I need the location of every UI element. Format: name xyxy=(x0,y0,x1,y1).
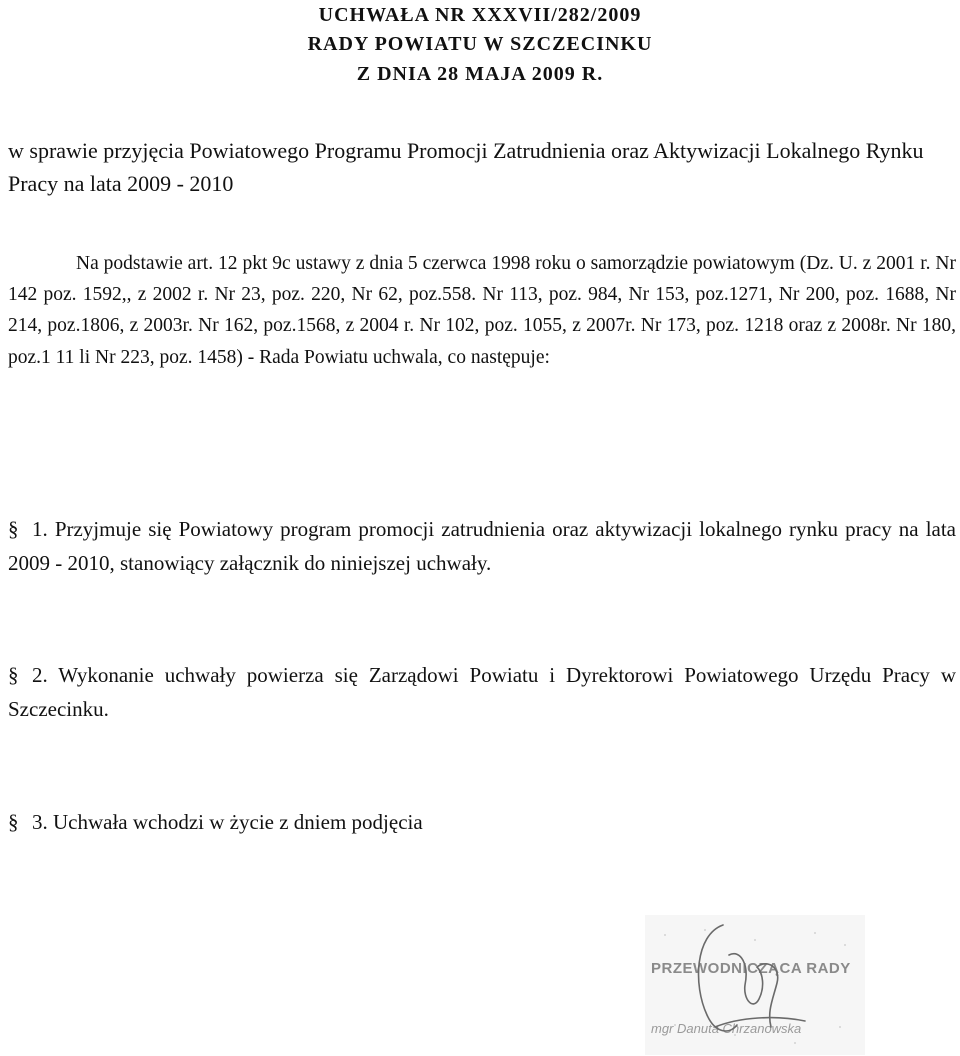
section-3 xyxy=(8,805,956,839)
resolution-number: UCHWAŁA NR XXXVII/282/2009 xyxy=(318,4,642,26)
stamp-title: PRZEWODNICZĄCA RADY xyxy=(651,960,851,977)
section-3-text: 3. Uchwała wchodzi w życie z dniem podjęcia xyxy=(32,810,423,834)
section-symbol: § xyxy=(8,810,19,834)
council-name: RADY POWIATU W SZCZECINKU xyxy=(307,33,653,55)
section-1-text: 1. Przyjmuje się Powiatowy program promocji zatrudnienia oraz aktywizacji lokalnego rynku pracy na lata 2009 - 2010, stanowiący załącznik do niniejszej uchwały. xyxy=(8,517,956,575)
resolution-subject: w sprawie przyjęcia Powiatowego Programu Promocji Zatrudnienia oraz Aktywizacji Lokalnego Rynku Pracy na lata 2009 - 2010 xyxy=(8,138,924,196)
stamp-name: mgr Danuta Chrzanowska xyxy=(651,1021,802,1036)
resolution-date: Z DNIA 28 MAJA 2009 R. xyxy=(356,63,604,85)
section-2 xyxy=(8,658,956,726)
section-1 xyxy=(8,512,956,580)
legal-basis-paragraph: Na podstawie art. 12 pkt 9c ustawy z dnia 5 czerwca 1998 roku o samorządzie powiatowym (Dz. U. z 2001 r. Nr 142 poz. 1592,, z 2002 r. Nr 23, poz. 220, Nr 62, poz.558. Nr 113, poz. 984, Nr 153, poz.1271, Nr 200, poz. 1688, Nr 214, poz.1806, z 2003r. Nr 162, poz.1568, z 2004 r. Nr 102, poz. 1055, z 2007r. Nr 173, poz. 1218 oraz z 2008r. Nr 180, poz.1 11 li Nr 223, poz. 1458) - Rada Powiatu uchwala, co następuje: xyxy=(8,253,956,368)
section-symbol: § xyxy=(8,517,19,541)
signature-stamp xyxy=(645,915,865,1055)
signature-stamp-image xyxy=(645,915,865,1055)
section-symbol: § xyxy=(8,663,19,687)
section-2-text: 2. Wykonanie uchwały powierza się Zarządowi Powiatu i Dyrektorowi Powiatowego Urzędu Pracy w Szczecinku. xyxy=(8,663,956,721)
